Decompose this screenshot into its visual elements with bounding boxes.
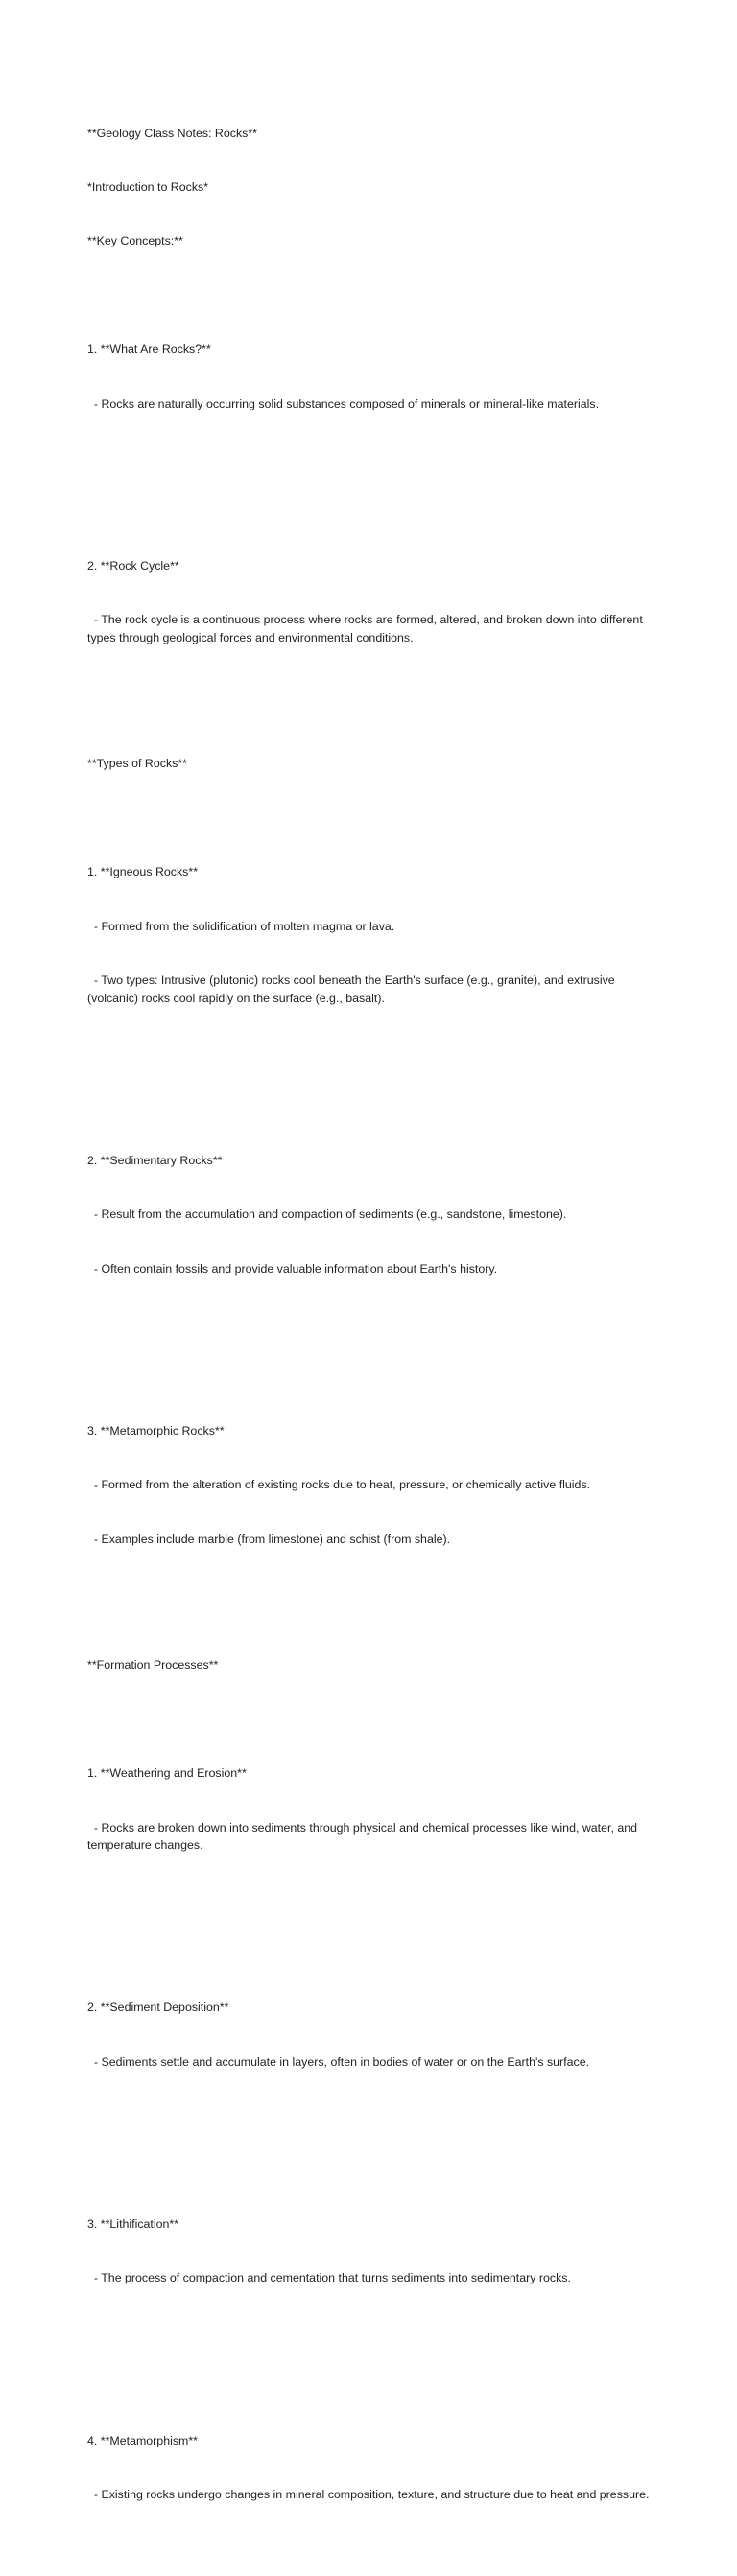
rock-type-text: - Result from the accumulation and compaction of sediments (e.g., sandstone, limestone).: [87, 1207, 567, 1222]
formation-step-heading: 4. **Metamorphism**: [87, 2433, 199, 2447]
rock-type-text: - Two types: Intrusive (plutonic) rocks cool beneath the Earth's surface (e.g., granite), and extrusive (volcanic) rocks cool rapidly on the surface (e.g., basalt).: [87, 973, 619, 1005]
formation-step-heading: 1. **Weathering and Erosion**: [87, 1767, 247, 1781]
formation-step-heading: 2. **Sediment Deposition**: [87, 2001, 229, 2015]
rock-type-heading: 3. **Metamorphic Rocks**: [87, 1423, 225, 1438]
concept-heading: 1. **What Are Rocks?**: [87, 342, 211, 357]
formation-step-text: - The process of compaction and cementation that turns sediments into sedimentary rocks.: [87, 2271, 571, 2285]
intro-heading: *Introduction to Rocks*: [87, 179, 209, 194]
formation-step-text: - Existing rocks undergo changes in mineral composition, texture, and structure due to heat and pressure.: [87, 2487, 650, 2501]
formation-step-text: - Rocks are broken down into sediments through physical and chemical processes like wind, water, and temperature changes.: [87, 1820, 641, 1853]
rock-type-heading: 2. **Sedimentary Rocks**: [87, 1154, 223, 1168]
rock-type-text: - Often contain fossils and provide valuable information about Earth's history.: [87, 1261, 498, 1276]
rock-type-heading: 1. **Igneous Rocks**: [87, 865, 199, 879]
document-title: **Geology Class Notes: Rocks**: [87, 126, 257, 140]
key-concepts-heading: **Key Concepts:**: [87, 234, 183, 248]
rock-type-text: - Examples include marble (from limestone) and schist (from shale).: [87, 1532, 451, 1546]
concept-item: [87, 521, 663, 683]
formation-heading: **Formation Processes**: [87, 1658, 219, 1673]
formation-item: [87, 2179, 663, 2323]
rock-type-text: - Formed from the alteration of existing rocks due to heat, pressure, or chemically active fluids.: [87, 1478, 591, 1492]
formation-step-text: - Sediments settle and accumulate in layers, often in bodies of water or on the Earth's surface.: [87, 2054, 590, 2069]
formation-item: [87, 1729, 663, 1891]
types-heading: **Types of Rocks**: [87, 757, 187, 771]
rock-type-text: - Formed from the solidification of molten magma or lava.: [87, 919, 395, 933]
concept-heading: 2. **Rock Cycle**: [87, 558, 179, 573]
formation-step-heading: 3. **Lithification**: [87, 2217, 179, 2232]
concept-text: - Rocks are naturally occurring solid substances composed of minerals or mineral-like materials.: [87, 396, 600, 410]
concept-text: - The rock cycle is a continuous process where rocks are formed, altered, and broken down into different types through geological forces and environmental conditions.: [87, 613, 647, 644]
formation-item: [87, 1963, 663, 2107]
rock-type-item: [87, 1115, 663, 1314]
rock-type-item: [87, 1386, 663, 1584]
concept-item: [87, 305, 663, 449]
rock-type-item: [87, 828, 663, 1044]
formation-item: [87, 2396, 663, 2540]
document-page: [87, 88, 663, 2576]
